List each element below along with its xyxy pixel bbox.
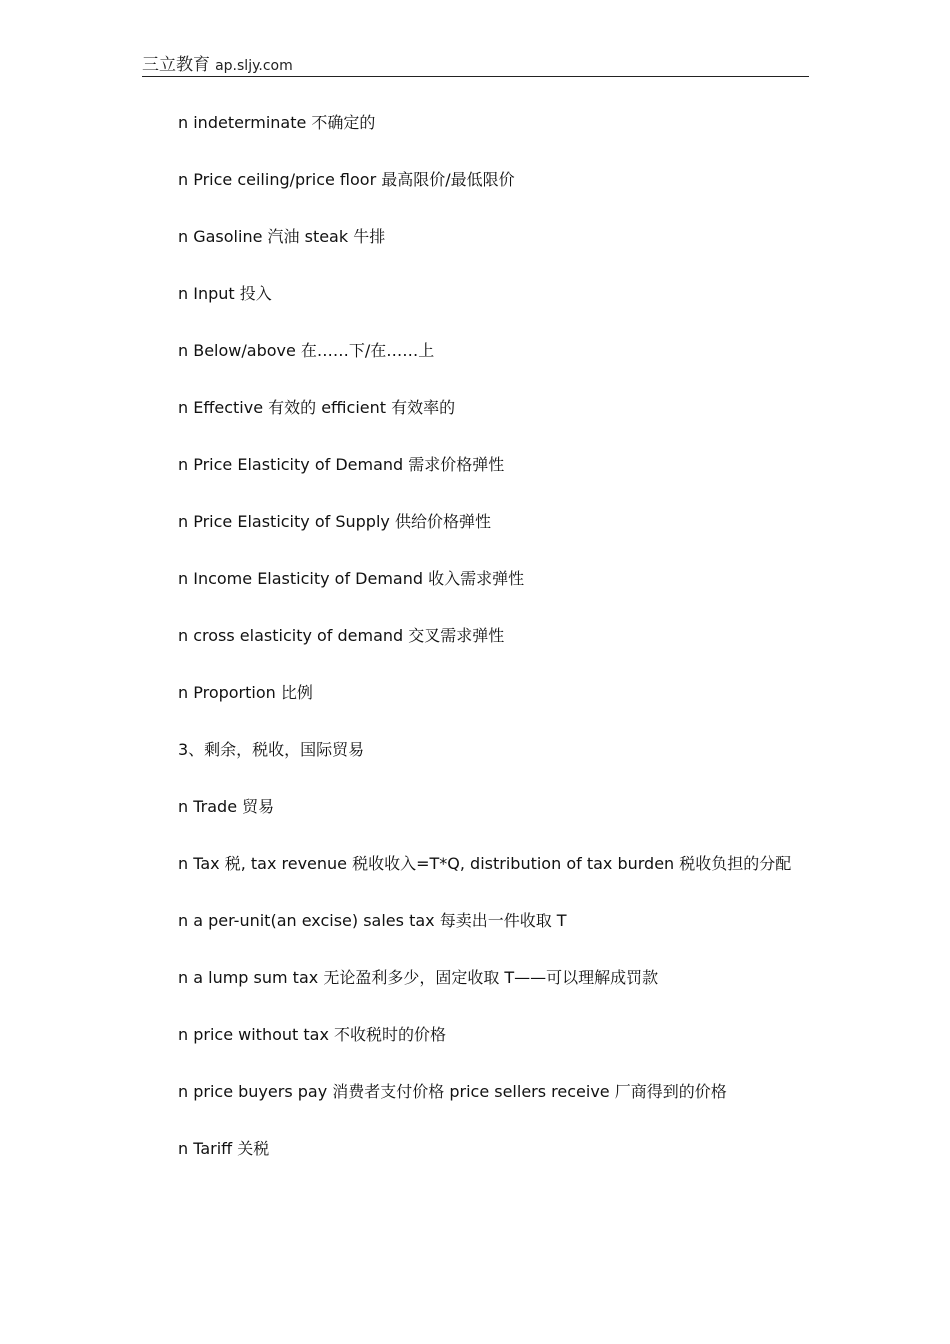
list-item: n a lump sum tax 无论盈利多少，固定收取 T——可以理解成罚款 (178, 968, 659, 987)
section-heading: 3、剩余，税收，国际贸易 (178, 740, 365, 759)
list-item: n Below/above 在……下/在……上 (178, 341, 435, 360)
list-item: n Input 投入 (178, 284, 272, 303)
brand-url: ap.sljy.com (215, 58, 293, 74)
list-item: n Tax 税, tax revenue 税收收入=T*Q, distribution of tax burden 税收负担的分配 (178, 854, 792, 873)
list-item: n Price Elasticity of Supply 供给价格弹性 (178, 512, 491, 531)
list-item: n Tariff 关税 (178, 1139, 270, 1158)
list-item: n price without tax 不收税时的价格 (178, 1025, 447, 1044)
list-item: n Price ceiling/price floor 最高限价/最低限价 (178, 170, 515, 189)
list-item: n Effective 有效的 efficient 有效率的 (178, 398, 456, 417)
list-item: n Income Elasticity of Demand 收入需求弹性 (178, 569, 525, 588)
vocabulary-list (178, 112, 818, 1195)
list-item: n a per-unit(an excise) sales tax 每卖出一件收取 T (178, 911, 567, 930)
list-item: n cross elasticity of demand 交叉需求弹性 (178, 626, 505, 645)
page-header (142, 54, 809, 77)
list-item: n Price Elasticity of Demand 需求价格弹性 (178, 455, 505, 474)
list-item: n Proportion 比例 (178, 683, 313, 702)
list-item: n price buyers pay 消费者支付价格 price sellers receive 厂商得到的价格 (178, 1082, 727, 1101)
list-item: n Gasoline 汽油 steak 牛排 (178, 227, 386, 246)
list-item: n indeterminate 不确定的 (178, 113, 376, 132)
list-item: n Trade 贸易 (178, 797, 275, 816)
brand-name: 三立教育 (142, 55, 210, 75)
header-brand (142, 55, 293, 74)
